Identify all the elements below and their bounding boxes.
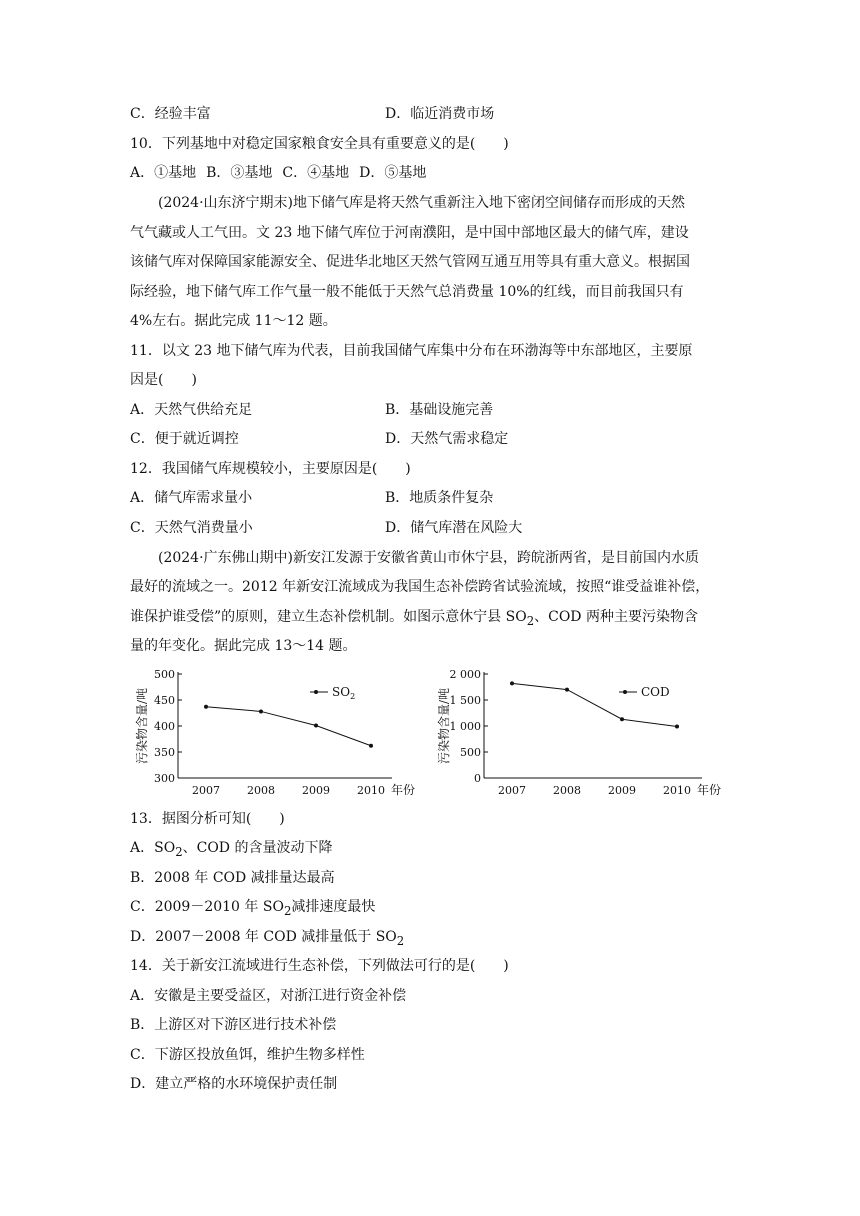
passage2-line-2: 最好的流域之一。2012 年新安江流域成为我国生态补偿跨省试验流域，按照“谁受益谁补偿，	[130, 579, 710, 595]
data-point	[620, 717, 624, 721]
passage2-line-3: 谁保护谁受偿”的原则，建立生态补偿机制。如图示意休宁县 $SO_2$、COD 两种主要污染物含	[130, 609, 698, 628]
q11-option-c: C．便于就近调控	[130, 431, 239, 447]
data-point	[204, 705, 208, 709]
legend-label: $SO_2$	[332, 685, 356, 701]
q9-option-c: C．经验丰富	[130, 106, 211, 122]
q10-option-b: B．③基地	[206, 165, 273, 181]
y-axis-label: 污染物含量/吨	[437, 687, 451, 765]
q9-option-d: D．临近消费市场	[385, 106, 495, 122]
q14-option-c: C．下游区投放鱼饵，维护生物多样性	[130, 1047, 365, 1063]
q12-option-d: D．储气库潜在风险大	[385, 520, 523, 536]
cod-line-chart	[432, 664, 732, 804]
q11-stem-line-2: 因是( )	[130, 372, 197, 388]
y-tick-label: 450	[154, 694, 175, 707]
y-tick-label: 350	[154, 746, 175, 759]
q13-option-c: C．2009－2010 年 $SO_2$减排速度最快	[130, 899, 376, 918]
q12-stem: 12．我国储气库规模较小，主要原因是( )	[130, 461, 411, 477]
q11-option-b: B．基础设施完善	[385, 402, 494, 418]
x-tick-label: 2007	[498, 784, 526, 797]
q10-option-d: D．⑤基地	[359, 165, 427, 181]
y-tick-label: 400	[154, 720, 175, 733]
q11-option-d: D．天然气需求稳定	[385, 431, 509, 447]
q11-stem-line-1: 11．以文 23 地下储气库为代表，目前我国储气库集中分布在环渤海等中东部地区，主要原	[130, 343, 693, 359]
q12-option-b: B．地质条件复杂	[385, 490, 494, 506]
x-tick-label: 2009	[608, 784, 636, 797]
x-axis-label: 年份	[391, 783, 416, 797]
data-point	[314, 723, 318, 727]
q12-option-c: C．天然气消费量小	[130, 520, 253, 536]
x-tick-label: 2010	[357, 784, 385, 797]
y-axis-label: 污染物含量/吨	[135, 687, 149, 765]
passage1-line-4: 际经验，地下储气库工作气量一般不能低于天然气总消费量 10%的红线，而目前我国只有	[130, 284, 684, 300]
passage2-line-1: (2024·广东佛山期中)新安江发源于安徽省黄山市休宁县，跨皖浙两省，是目前国内水质	[158, 550, 700, 566]
q11-option-a: A．天然气供给充足	[130, 402, 253, 418]
q14-option-a: A．安徽是主要受益区，对浙江进行资金补偿	[130, 988, 407, 1004]
x-axis-label: 年份	[697, 783, 722, 797]
x-tick-label: 2008	[553, 784, 581, 797]
q10-stem: 10．下列基地中对稳定国家粮食安全具有重要意义的是( )	[130, 136, 509, 152]
q12-option-a: A．储气库需求量小	[130, 490, 253, 506]
data-point	[565, 688, 569, 692]
y-tick-label: 300	[154, 772, 175, 785]
q13-option-b: B．2008 年 COD 减排量达最高	[130, 870, 335, 886]
y-tick-label: 0	[474, 772, 481, 785]
legend-marker	[623, 690, 627, 694]
legend-label: COD	[641, 685, 670, 699]
q10-option-c: C．④基地	[282, 165, 350, 181]
y-tick-label: 500	[460, 746, 481, 759]
q14-stem: 14．关于新安江流域进行生态补偿，下列做法可行的是( )	[130, 958, 509, 974]
x-tick-label: 2008	[247, 784, 275, 797]
data-point	[510, 681, 514, 685]
series-line	[206, 707, 371, 746]
passage2-line-4: 量的年变化。据此完成 13～14 题。	[130, 638, 357, 654]
x-tick-label: 2007	[192, 784, 220, 797]
q13-option-a: A．$SO_2$、COD 的含量波动下降	[130, 840, 333, 859]
q10-option-a: A．①基地	[130, 165, 197, 181]
data-point	[675, 725, 679, 729]
y-tick-label: 1 500	[449, 694, 481, 707]
y-tick-label: 2 000	[449, 668, 481, 681]
y-tick-label: 500	[154, 668, 175, 681]
y-tick-label: 1 000	[449, 720, 481, 733]
q13-option-d: D．2007－2008 年 COD 减排量低于 $SO_2$	[130, 929, 405, 948]
data-point	[369, 744, 373, 748]
passage1-line-5: 4%左右。据此完成 11～12 题。	[130, 313, 337, 329]
passage1-line-1: (2024·山东济宁期末)地下储气库是将天然气重新注入地下密闭空间储存而形成的天然	[158, 195, 686, 211]
x-tick-label: 2009	[302, 784, 330, 797]
q13-stem: 13．据图分析可知( )	[130, 811, 285, 827]
passage1-line-2: 气气藏或人工气田。文 23 地下储气库位于河南濮阳，是中国中部地区最大的储气库，建设	[130, 225, 689, 241]
q14-option-b: B．上游区对下游区进行技术补偿	[130, 1017, 337, 1033]
data-point	[259, 709, 263, 713]
q10-options	[130, 163, 436, 183]
so2-line-chart	[130, 664, 430, 804]
q14-option-d: D．建立严格的水环境保护责任制	[130, 1076, 338, 1092]
passage1-line-3: 该储气库对保障国家能源安全、促进华北地区天然气管网互通互用等具有重大意义。根据国	[130, 254, 690, 270]
legend-marker	[314, 690, 318, 694]
x-tick-label: 2010	[663, 784, 691, 797]
